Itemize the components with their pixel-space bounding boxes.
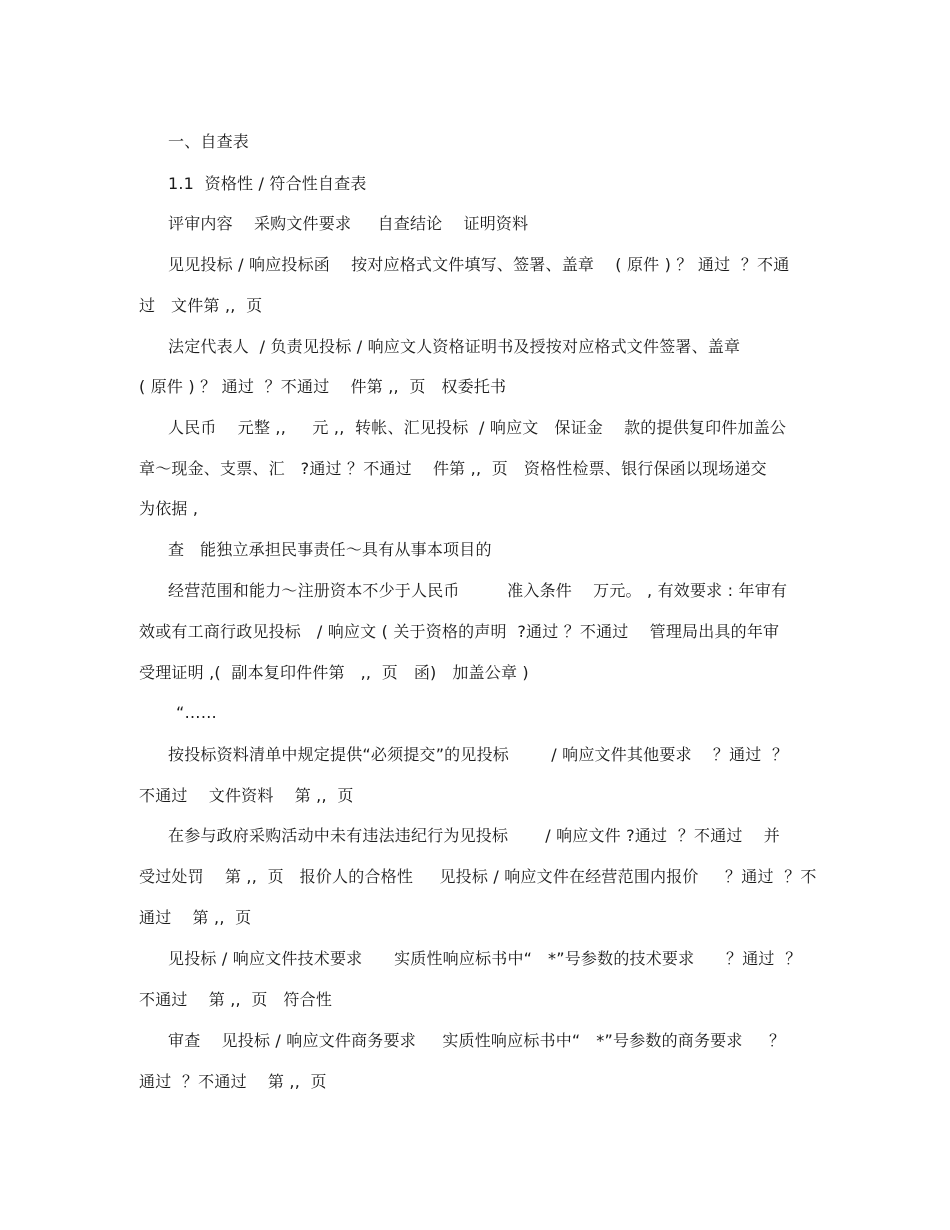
text-line: 法定代表人 / 负责见投标 / 响应文人资格证明书及授按对应格式文件签署、盖章 <box>168 337 741 356</box>
text-line: 按投标资料清单中规定提供“必须提交”的见投标 / 响应文件其他要求 ？通过 ？ <box>168 745 789 764</box>
text-line: 人民币 元整 ,, 元 ,, 转帐、汇见投标 / 响应文 保证金 款的提供复印件加盖公 <box>168 418 787 437</box>
text-line: 效或有工商行政见投标 / 响应文 ( 关于资格的声明 ?通过 ？不通过 管理局出具的年审 <box>139 622 780 641</box>
text-line: 不通过 文件资料 第 ,, 页 <box>139 786 354 805</box>
text-line: 受过处罚 第 ,, 页 报价人的合格性 见投标 / 响应文件在经营范围内报价 ？通过 ？不 <box>139 867 817 886</box>
text-line: 不通过 第 ,, 页 符合性 <box>139 990 333 1009</box>
text-line: 过 文件第 ,, 页 <box>139 296 263 315</box>
text-line: ( 原件 ) ？ 通过 ？不通过 件第 ,, 页 权委托书 <box>139 377 507 396</box>
text-line: 受理证明 ,( 副本复印件件第 ,, 页 函) 加盖公章 ) <box>139 663 529 682</box>
text-line: 通过 ？不通过 第 ,, 页 <box>139 1072 327 1091</box>
text-line: 为依据 , <box>139 499 199 518</box>
text-line: 见投标 / 响应文件技术要求 实质性响应标书中“ *”号参数的技术要求 ？通过 ？ <box>168 949 802 968</box>
heading-section-1-1: 1.1 资格性 / 符合性自查表 <box>168 174 367 193</box>
text-line: 查 能独立承担民事责任～具有从事本项目的 <box>168 540 492 559</box>
text-line: 审查 见投标 / 响应文件商务要求 实质性响应标书中“ *”号参数的商务要求 ？ <box>168 1031 786 1050</box>
text-line: 在参与政府采购活动中未有违法违纪行为见投标 / 响应文件 ?通过 ？不通过 并 <box>168 826 780 845</box>
text-line: 章～现金、支票、汇 ?通过 ？不通过 件第 ,, 页 资格性检票、银行保函以现场递交 <box>139 459 767 478</box>
text-line: 见见投标 / 响应投标函 按对应格式文件填写、签署、盖章 ( 原件 ) ？ 通过 ？不通 <box>168 255 790 274</box>
text-line: “…… <box>176 703 217 722</box>
text-line: 通过 第 ,, 页 <box>139 908 252 927</box>
table-header-line: 评审内容 采购文件要求 自查结论 证明资料 <box>168 214 529 233</box>
text-line: 经营范围和能力～注册资本不少于人民币 准入条件 万元。 , 有效要求 : 年审有 <box>168 581 788 600</box>
heading-self-check-table: 一、自查表 <box>168 132 250 151</box>
